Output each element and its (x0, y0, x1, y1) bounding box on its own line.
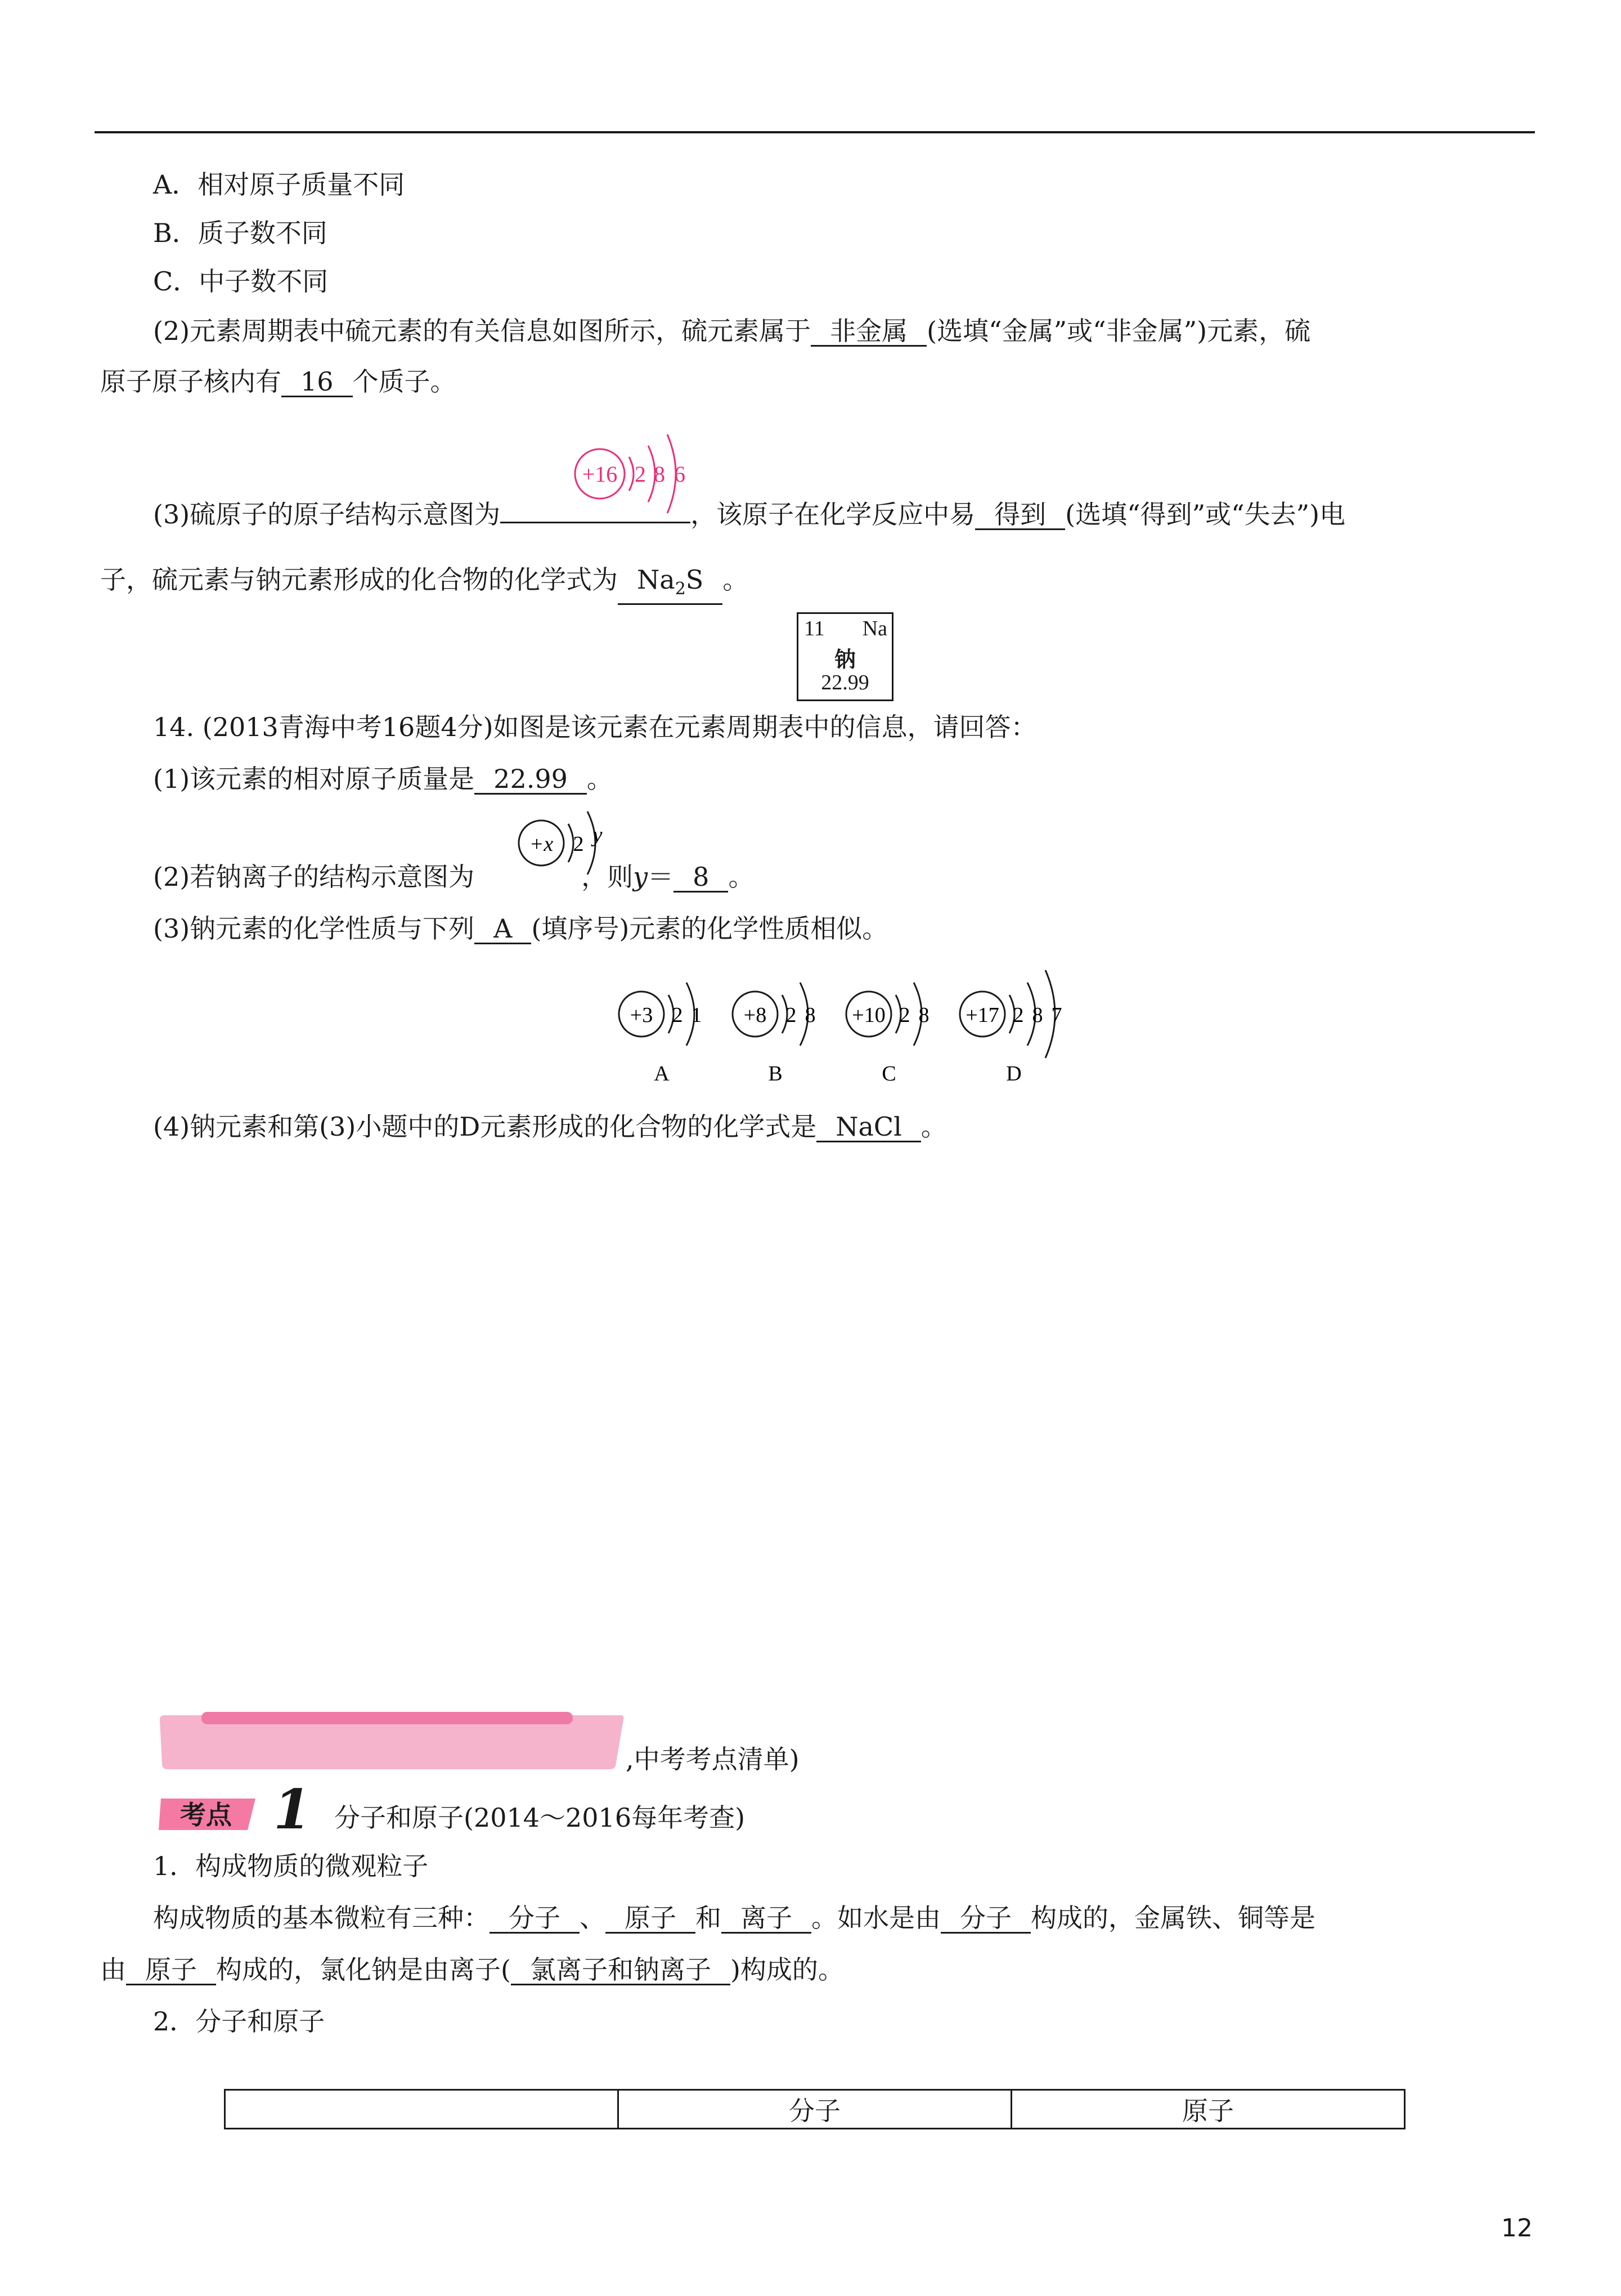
option-d-diagram (960, 970, 1062, 1086)
element-name: 钠 (834, 648, 856, 672)
variable-y: y (633, 862, 648, 892)
text: (4)钠元素和第(3)小题中的D元素形成的化合物的化学式是 (153, 1111, 817, 1142)
answer-na2s (618, 566, 722, 605)
text: 。 (728, 862, 755, 892)
shell-2: 8 (1032, 1003, 1043, 1027)
text: 构成物质的基本微粒有三种： (153, 1903, 490, 1933)
equals: ＝ (648, 862, 674, 892)
shell-2: y (592, 823, 603, 847)
periodic-table-card (797, 612, 893, 701)
atomic-number: 11 (804, 617, 825, 640)
shell-1: 2 (573, 832, 584, 856)
q13-part2-line1 (153, 314, 1310, 348)
table-header-cell: 原子 (1012, 2090, 1405, 2129)
kaodian-number: 1 (273, 1778, 311, 1841)
formula-subscript: 2 (675, 579, 686, 599)
answer-y: 8 (673, 863, 728, 893)
kaodian-label: 考点 (180, 1800, 232, 1830)
option-a: A．相对原子质量不同 (153, 169, 405, 200)
text: 。 (586, 764, 613, 794)
section-banner-text: ,中考考点清单) (626, 1744, 800, 1774)
shell-3: 6 (674, 461, 685, 487)
nucleus-charge: +17 (966, 1003, 999, 1027)
text: (填序号)元素的化学性质相似。 (531, 913, 888, 944)
answer-ion: 离子 (721, 1904, 811, 1934)
formula-s: S (685, 564, 704, 595)
kaodian-title: 分子和原子(2014～2016每年考查) (334, 1802, 746, 1833)
element-symbol: Na (862, 617, 887, 640)
nucleus-charge: +3 (630, 1003, 653, 1027)
q14-stem: 14. (2013青海中考16题4分)如图是该元素在元素周期表中的信息，请回答： (153, 712, 1037, 742)
text: (选填“金属”或“非金属”)元素，硫 (927, 316, 1311, 346)
answer-proton-count: 16 (281, 367, 353, 397)
item1-line1 (153, 1901, 1315, 1935)
page-number: 12 (1501, 2214, 1533, 2243)
text: (选填“得到”或“失去”)电 (1065, 499, 1346, 530)
text: )构成的。 (730, 1954, 844, 1985)
option-a-diagram (619, 983, 702, 1086)
q14-part3 (153, 912, 888, 945)
shell-2: 1 (691, 1003, 702, 1027)
header-rule (95, 131, 1535, 133)
nucleus-charge: +x (529, 832, 554, 856)
shell-1: 2 (1013, 1003, 1024, 1027)
text: 子，硫元素与钠元素形成的化合物的化学式为 (100, 564, 618, 595)
option-label: B (768, 1062, 783, 1086)
text: 。如水是由 (811, 1903, 941, 1933)
option-b: B．质子数不同 (153, 218, 327, 248)
formula-na: Na (637, 564, 675, 595)
option-c: C．中子数不同 (153, 266, 329, 297)
option-c-diagram (846, 983, 930, 1086)
item2-title: 2．分子和原子 (153, 2006, 325, 2037)
text: ，则 (581, 862, 634, 892)
option-label: D (1006, 1062, 1022, 1086)
q13-part3-line1 (153, 497, 1345, 531)
table-header-cell: 分子 (618, 2090, 1012, 2129)
text: (2)若钠离子的结构示意图为 (153, 862, 475, 892)
text: 原子原子核内有 (100, 366, 281, 397)
nucleus-charge: +10 (852, 1003, 886, 1027)
option-label: A (654, 1062, 670, 1086)
shell-2: 8 (918, 1003, 930, 1027)
shell-2: 8 (805, 1003, 816, 1027)
option-b-diagram (733, 983, 816, 1086)
text: (3)硫原子的原子结构示意图为 (153, 499, 501, 530)
answer-mass: 22.99 (474, 765, 587, 795)
text: (3)钠元素的化学性质与下列 (153, 913, 475, 944)
q14-part4 (153, 1110, 947, 1143)
text: 、 (580, 1903, 605, 1933)
answer-atom: 原子 (605, 1904, 695, 1934)
text: 。 (920, 1111, 947, 1142)
nucleus-charge: +8 (743, 1003, 767, 1027)
option-label: C (882, 1062, 896, 1086)
answer-water: 分子 (941, 1904, 1031, 1934)
text: (2)元素周期表中硫元素的有关信息如图所示，硫元素属于 (153, 316, 811, 346)
comparison-table (224, 2089, 1406, 2129)
text: ，该原子在化学反应中易 (690, 499, 976, 530)
q13-part3-line2 (100, 563, 748, 605)
answer-nacl: NaCl (816, 1113, 921, 1142)
text: 和 (695, 1903, 721, 1933)
atomic-mass: 22.99 (821, 671, 869, 694)
shell-1: 2 (785, 1003, 797, 1027)
table-header-row (225, 2090, 1405, 2129)
shell-1: 2 (899, 1003, 910, 1027)
shell-1: 2 (635, 461, 646, 487)
q14-part1 (153, 762, 613, 796)
answer-gain: 得到 (975, 500, 1065, 530)
answer-option: A (474, 914, 531, 944)
text: 构成的，氯化钠是由离子( (216, 1954, 511, 1985)
q14-part2 (153, 860, 754, 894)
shell-2: 8 (654, 461, 665, 487)
answer-molecule: 分子 (490, 1904, 580, 1934)
shell-3: 7 (1051, 1003, 1062, 1027)
q13-part2-line2 (100, 365, 456, 398)
section-banner (156, 1707, 625, 1770)
text: 由 (100, 1954, 126, 1985)
option-diagrams (608, 968, 1092, 1092)
answer-nacl-ions: 氯离子和钠离子 (511, 1956, 730, 1985)
item1-line2 (100, 1953, 844, 1986)
answer-nonmetal: 非金属 (811, 317, 927, 347)
answer-blank-diagram (500, 522, 690, 523)
nucleus-charge: +16 (582, 461, 618, 487)
text: 。 (722, 564, 749, 595)
table-header-cell (225, 2090, 618, 2129)
text: 个质子。 (352, 366, 456, 397)
item1-title: 1．构成物质的微观粒子 (153, 1851, 429, 1881)
text: 构成的，金属铁、铜等是 (1031, 1903, 1315, 1933)
text: (1)该元素的相对原子质量是 (153, 764, 475, 794)
answer-metal: 原子 (126, 1956, 216, 1985)
shell-1: 2 (672, 1003, 683, 1027)
